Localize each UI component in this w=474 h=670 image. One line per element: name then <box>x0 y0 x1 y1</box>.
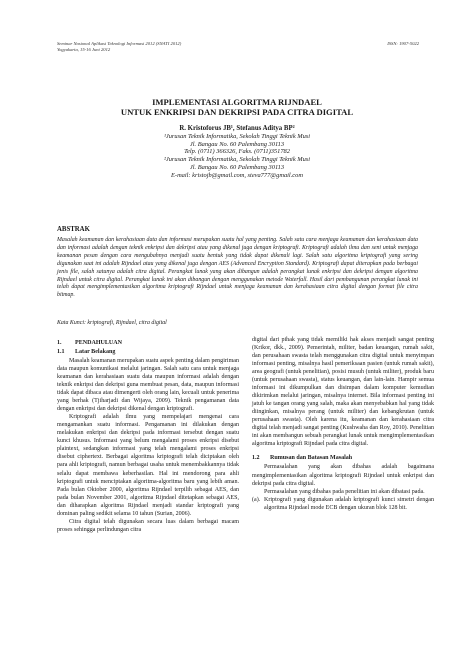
paragraph: Permasalahan yang dibahas pada penelitian ini akan dibatasi pada. <box>264 488 425 495</box>
affiliation-1-line-1: ¹Jurusan Teknik Informatika, Sekolah Tinggi Teknik Musi <box>163 133 311 140</box>
section-title: PENDAHULUAN <box>75 340 123 346</box>
paragraph: Permasalahan yang akan dibahas adalah bagaimana mengimplementasikan algoritma kriptografi Rijndael untuk enkripsi dan dekripsi pada citra digital. <box>252 464 434 487</box>
affiliation-2-line-1: ²Jurusan Teknik Informatika, Sekolah Tinggi Teknik Musi <box>163 156 311 164</box>
affiliation-1-line-2: Jl. Bangau No. 60 Palembang 30113 <box>189 140 285 148</box>
affiliation-1-phone: Telp. (0711) 366326, Faks. (0711)351782 <box>184 148 290 156</box>
paragraph: digital dari pihak yang tidak memiliki hak akses menjadi sangat penting (Krikor, dkk., 2009). Pemerintah, militer, badan keuangan, rumah sakit, dan perusahaan swasta telah menggunakan citra digital untuk menyimpan informasi penting, misalnya hasil pemeriksaan pasien (untuk rumah sakit), area geografi (untuk penelitian), posisi musuh (untuk militer), produk baru (untuk perusahaan swasta), status keuangan, dan lain-lain. Hampir semua informasi ini dikumpulkan dan disimpan dalam komputer kemudian dikirimkan melalui jaringan, misalnya internet. Bila informasi penting ini jatuh ke tangan orang yang salah, maka akan menyebabkan hal yang tidak diinginkan, misalnya perang (untuk militer) dan kebangkrutan (untuk perusahaan swasta). Oleh karena itu, keamanan dan kerahasiaan citra digital telah menjadi sangat penting (Kushwaha dan Roy, 2010). Penelitian ini akan membangun sebuah perangkat lunak untuk mengimplementasikan algoritma kriptografi Rijndael pada citra digital. <box>252 337 434 448</box>
right-column <box>252 336 434 512</box>
paragraph: Citra digital telah digunakan secara luas dalam berbagai macam proses sehingga perlindungan citra <box>57 518 239 533</box>
paragraph: Kriptografi adalah ilmu yang mempelajari mengenai cara mengamankan suatu informasi. Pengamanan ini dilakukan dengan melakukan enkripsi dan dekripsi pada informasi tersebut dengan suatu kunci khusus. Informasi yang belum mengalami proses enkripsi disebut plaintext, sedangkan informasi yang telah mengalami proses enkripsi disebut ciphertext. Berbagai algoritma kriptografi telah diciptakan oleh para ahli kriptografi, namun berbagai usaha untuk menembakkannya tidak selalu dapat membawa keberhasilan. Hal ini mendorong para ahli kriptografi untuk menciptakan algoritma-algoritma baru yang lebih aman. Pada bulan Oktober 2000, algoritma Rijndael terpilih sebagai AES, dan pada bulan November 2001, algoritma Rijndael ditetapkan sebagai AES, dan diharapkan algoritma Rijndael menjadi standar kriptografi yang dominan paling sedikit selama 10 tahun (Surian, 2006). <box>57 414 239 517</box>
left-column <box>57 339 239 534</box>
author-names: R. Kristoforus JB¹, Stefanus Aditya BP² <box>179 125 295 132</box>
list-item-label: (a). <box>252 496 261 503</box>
title-line-1: IMPLEMENTASI ALGORITMA RIJNDAEL <box>152 97 322 107</box>
author-emails: E-mail: kristojb@gmail.com, steva777@gmail.com <box>171 171 303 179</box>
conference-location-date: Yogyakarta, 15-16 Juni 2012 <box>57 47 111 52</box>
list-item <box>252 496 434 512</box>
section-title: Latar Belakang <box>75 349 116 356</box>
section-number: 1. <box>57 340 62 346</box>
issn-label: ISSN: 1907-5022 <box>387 41 419 46</box>
abstract-heading: ABSTRAK <box>57 226 90 233</box>
section-title: Rumusan dan Batasan Masalah <box>270 455 353 462</box>
affiliation-2-line-2: Jl. Bangau No. 60 Palembang 30113 <box>189 163 285 171</box>
section-number: 1.1 <box>57 349 65 356</box>
keywords: Kata Kunci: kriptografi, Rijndael, citra digital <box>57 320 167 326</box>
paper-title <box>0 97 474 117</box>
section-1-1-heading <box>57 348 239 356</box>
title-line-2: UNTUK ENKRIPSI DAN DEKRIPSI PADA CITRA DIGITAL <box>120 107 354 117</box>
conference-name: Seminar Nasional Aplikasi Teknologi Informasi 2012 (SNATI 2012) <box>57 41 182 46</box>
section-number: 1.2 <box>252 455 260 462</box>
abstract-text: Masalah keamanan dan kerahasiaan data dan informasi merupakan suatu hal yang penting. Salah satu cara menjaga keamanan dan kerahasiaan data dan informasi adalah dengan teknik enkripsi dan dekripsi atau yang dikenal juga dengan kriptografi. Kriptografi adalah ilmu dan seni untuk menjaga keamanan pesan dengan cara mengubahnya menjadi suatu bentuk yang tidak dapat dikenali lagi. Salah satu algoritma kriptografi yang sering digunakan saat ini adalah Rijndael atau yang dikenal juga dengan AES (Advanced Encryption Standard). Kriptografi dapat diterapkan pada berbagai jenis file, salah satunya adalah citra digital. Perangkat lunak yang akan dibangun adalah perangkat lunak enkripsi dan dekripsi dengan algoritma Rijndael untuk citra digital. Perangkat lunak ini akan dibangun dengan menggunakan metode Waterfall. Hasil dari pembangunan perangkat lunak ini telah dapat mengimplementasikan algoritma kriptografi Rijndael untuk menjaga keamanan dan kerahasiaan citra digital dengan format file citra bitmap. <box>57 237 418 299</box>
author-block <box>0 124 474 179</box>
section-1-2-heading <box>252 454 434 462</box>
list-item-text: Kriptografi yang digunakan adalah kriptografi kunci simetri dengan algoritma Rijndael mode ECB dengan ukuran blok 128 bit. <box>264 496 434 511</box>
paragraph: Masalah keamanan merupakan suatu aspek penting dalam pengiriman data maupun komunikasi melalui jaringan. Salah satu cara untuk menjaga keamanan dan kerahasiaan suatu data maupun informasi adalah dengan teknik enkripsi dan dekripsi guna membuat pesan, data, maupun informasi tidak dapat dibaca atau dimengerti oleh orang lain, kecuali untuk penerima yang berhak (Tjiharjadi dan Wijaya, 2009). Teknik pengamanan data dengan enkripsi dan dekripsi dikenal dengan kriptografi. <box>57 358 239 413</box>
section-1-heading <box>57 339 239 347</box>
running-header-left <box>57 41 181 53</box>
